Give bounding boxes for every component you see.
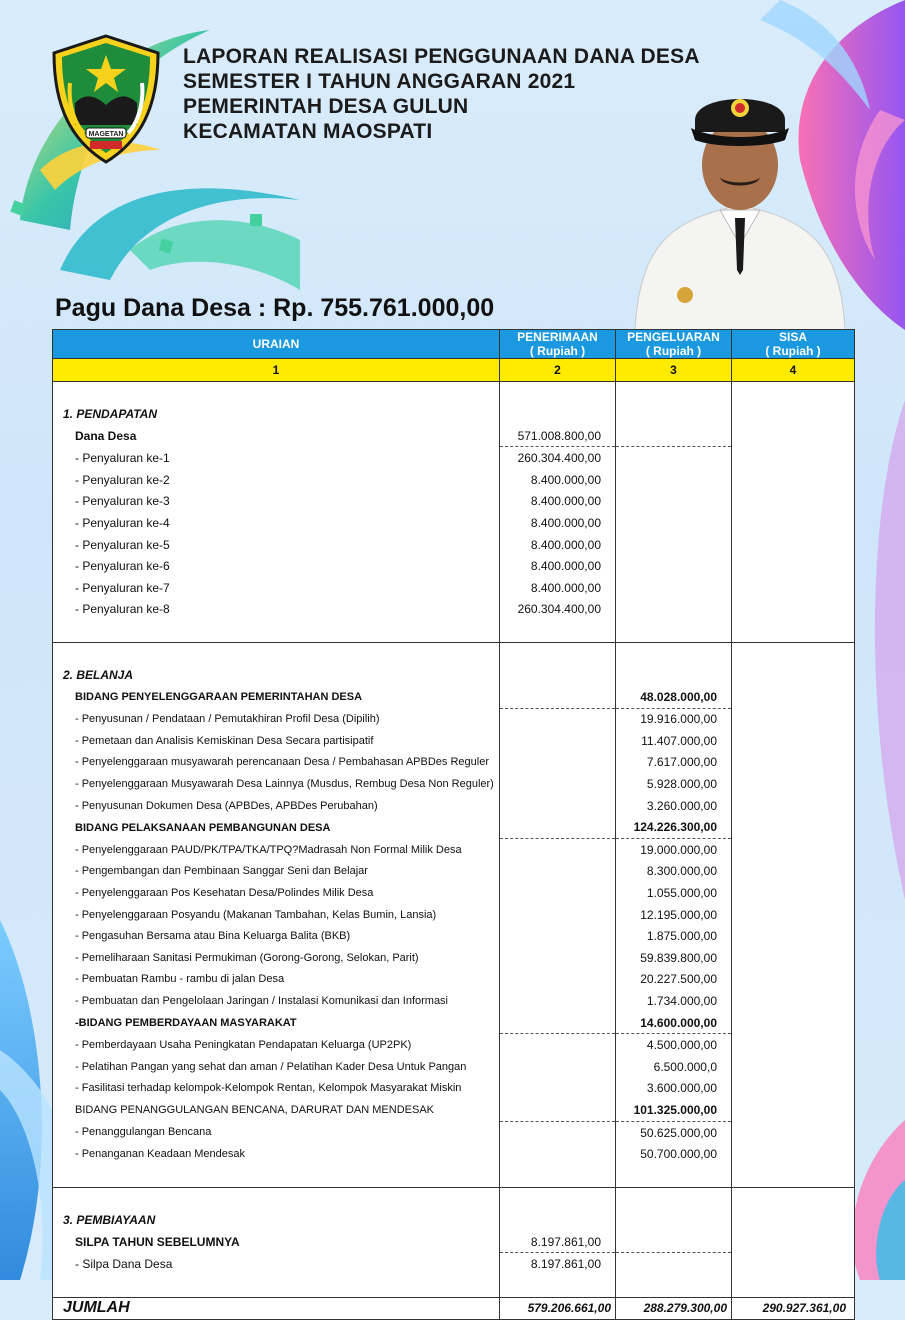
row-penerimaan (500, 1099, 616, 1121)
row-pengeluaran: 19.000.000,00 (616, 839, 732, 861)
table-header-row (53, 330, 855, 359)
section-spacer (53, 1187, 855, 1209)
logo-text: MAGETAN (88, 131, 124, 138)
table-row (53, 1253, 855, 1275)
section-title: 2. BELANJA (53, 664, 500, 686)
table-row (53, 686, 855, 708)
row-pengeluaran: 11.407.000,00 (616, 730, 732, 752)
empty-cell (500, 664, 616, 686)
header-line-2: SEMESTER I TAHUN ANGGARAN 2021 (183, 70, 576, 93)
table-row (53, 1012, 855, 1034)
column-number-row (53, 359, 855, 382)
spacer-cell (732, 381, 855, 403)
empty-cell (616, 664, 732, 686)
empty-cell (732, 1209, 855, 1231)
row-penerimaan (500, 1012, 616, 1034)
row-pengeluaran (616, 491, 732, 513)
row-label: - Penyaluran ke-8 (53, 599, 500, 621)
spacer-cell (500, 381, 616, 403)
row-sisa (732, 947, 855, 969)
row-sisa (732, 861, 855, 883)
row-sisa (732, 904, 855, 926)
row-label: - Pengembangan dan Pembinaan Sanggar Seni dan Belajar (53, 861, 500, 883)
report-header (183, 44, 700, 144)
row-sisa (732, 534, 855, 556)
row-label: - Penyaluran ke-3 (53, 491, 500, 513)
empty-cell (616, 403, 732, 425)
row-sisa (732, 512, 855, 534)
row-pengeluaran: 1.734.000,00 (616, 990, 732, 1012)
row-label: - Penyaluran ke-7 (53, 577, 500, 599)
table-row (53, 708, 855, 730)
empty-cell (500, 403, 616, 425)
table-row (53, 1078, 855, 1100)
table-row (53, 599, 855, 621)
row-pengeluaran (616, 555, 732, 577)
spacer-cell (500, 642, 616, 664)
row-pengeluaran: 4.500.000,00 (616, 1034, 732, 1056)
row-label: - Penyelenggaraan musyawarah perencanaan Desa / Pembahasan APBDes Reguler (53, 752, 500, 774)
magetan-crest-logo (50, 33, 162, 165)
table-row (53, 577, 855, 599)
row-pengeluaran (616, 425, 732, 447)
row-penerimaan (500, 969, 616, 991)
row-label: - Penyaluran ke-6 (53, 555, 500, 577)
row-label: - Penanganan Keadaan Mendesak (53, 1143, 500, 1165)
row-penerimaan (500, 730, 616, 752)
row-pengeluaran: 1.875.000,00 (616, 925, 732, 947)
row-penerimaan: 8.400.000,00 (500, 534, 616, 556)
row-label: Dana Desa (53, 425, 500, 447)
row-penerimaan (500, 752, 616, 774)
row-label: - Penyaluran ke-2 (53, 469, 500, 491)
row-pengeluaran (616, 469, 732, 491)
row-pengeluaran: 14.600.000,00 (616, 1012, 732, 1034)
table-row (53, 425, 855, 447)
row-sisa (732, 1231, 855, 1253)
row-pengeluaran: 3.600.000,00 (616, 1078, 732, 1100)
total-sisa: 290.927.361,00 (732, 1297, 855, 1320)
row-sisa (732, 1253, 855, 1275)
table-row (53, 947, 855, 969)
spacer-cell (53, 1275, 500, 1297)
row-sisa (732, 1034, 855, 1056)
table-row (53, 1099, 855, 1121)
row-pengeluaran (616, 577, 732, 599)
row-label: BIDANG PELAKSANAAN PEMBANGUNAN DESA (53, 816, 500, 838)
row-label: BIDANG PENYELENGGARAAN PEMERINTAHAN DESA (53, 686, 500, 708)
row-label: - Pembuatan dan Pengelolaan Jaringan / Instalasi Komunikasi dan Informasi (53, 990, 500, 1012)
table-row (53, 773, 855, 795)
table-row (53, 447, 855, 469)
row-sisa (732, 447, 855, 469)
row-label: - Penyaluran ke-1 (53, 447, 500, 469)
col-header-pengeluaran: PENGELUARAN ( Rupiah ) (616, 330, 732, 359)
row-label: - Pemberdayaan Usaha Peningkatan Pendapatan Keluarga (UP2PK) (53, 1034, 500, 1056)
empty-cell (616, 1209, 732, 1231)
spacer-cell (732, 1275, 855, 1297)
pagu-dana-desa: Pagu Dana Desa : Rp. 755.761.000,00 (55, 294, 495, 322)
header-line-3: PEMERINTAH DESA GULUN (183, 95, 469, 118)
row-sisa (732, 599, 855, 621)
row-label: - Penyaluran ke-4 (53, 512, 500, 534)
spacer-cell (616, 1275, 732, 1297)
row-pengeluaran: 19.916.000,00 (616, 708, 732, 730)
spacer-cell (732, 642, 855, 664)
section-title: 3. PEMBIAYAAN (53, 1209, 500, 1231)
row-label: - Pemeliharaan Sanitasi Permukiman (Gorong-Gorong, Selokan, Parit) (53, 947, 500, 969)
row-pengeluaran: 5.928.000,00 (616, 773, 732, 795)
row-penerimaan (500, 839, 616, 861)
row-penerimaan (500, 882, 616, 904)
col-header-penerimaan: PENERIMAAN ( Rupiah ) (500, 330, 616, 359)
row-sisa (732, 1012, 855, 1034)
spacer-cell (500, 1187, 616, 1209)
row-pengeluaran (616, 512, 732, 534)
row-sisa (732, 708, 855, 730)
row-penerimaan (500, 816, 616, 838)
section-pembiayaan (53, 1187, 855, 1297)
section-end-spacer (53, 1275, 855, 1297)
row-penerimaan: 571.008.800,00 (500, 425, 616, 447)
table-row (53, 491, 855, 513)
section-end-spacer (53, 1165, 855, 1187)
section-title-row (53, 664, 855, 686)
section-title-row (53, 1209, 855, 1231)
row-label: - Penyusunan Dokumen Desa (APBDes, APBDes Perubahan) (53, 795, 500, 817)
row-label: - Penyelenggaraan Pos Kesehatan Desa/Polindes Milik Desa (53, 882, 500, 904)
row-sisa (732, 795, 855, 817)
row-pengeluaran: 50.700.000,00 (616, 1143, 732, 1165)
row-pengeluaran: 48.028.000,00 (616, 686, 732, 708)
row-sisa (732, 773, 855, 795)
row-sisa (732, 882, 855, 904)
table-row (53, 839, 855, 861)
table-row (53, 555, 855, 577)
col-number-3: 3 (616, 359, 732, 382)
row-pengeluaran (616, 534, 732, 556)
row-sisa (732, 1143, 855, 1165)
row-label: - Penyelenggaraan Posyandu (Makanan Tambahan, Kelas Bumin, Lansia) (53, 904, 500, 926)
row-penerimaan (500, 904, 616, 926)
table-row (53, 1143, 855, 1165)
table-row (53, 990, 855, 1012)
row-pengeluaran: 7.617.000,00 (616, 752, 732, 774)
row-label: - Penanggulangan Bencana (53, 1121, 500, 1143)
spacer-cell (732, 1187, 855, 1209)
spacer-cell (732, 620, 855, 642)
row-sisa (732, 1078, 855, 1100)
row-label: - Fasilitasi terhadap kelompok-Kelompok Rentan, Kelompok Masyarakat Miskin (53, 1078, 500, 1100)
header-line-1: LAPORAN REALISASI PENGGUNAAN DANA DESA (183, 45, 700, 68)
table-row (53, 512, 855, 534)
row-pengeluaran: 124.226.300,00 (616, 816, 732, 838)
row-pengeluaran: 50.625.000,00 (616, 1121, 732, 1143)
row-label: -BIDANG PEMBERDAYAAN MASYARAKAT (53, 1012, 500, 1034)
row-sisa (732, 752, 855, 774)
row-pengeluaran: 20.227.500,00 (616, 969, 732, 991)
spacer-cell (616, 1165, 732, 1187)
row-penerimaan (500, 990, 616, 1012)
row-penerimaan (500, 1078, 616, 1100)
table-row (53, 882, 855, 904)
col-header-uraian: URAIAN (53, 330, 500, 359)
section-spacer (53, 381, 855, 403)
row-penerimaan (500, 947, 616, 969)
row-label: - Pemetaan dan Analisis Kemiskinan Desa Secara partisipatif (53, 730, 500, 752)
col-number-4: 4 (732, 359, 855, 382)
row-sisa (732, 730, 855, 752)
spacer-cell (53, 381, 500, 403)
row-sisa (732, 925, 855, 947)
row-sisa (732, 839, 855, 861)
row-sisa (732, 469, 855, 491)
table-row (53, 1231, 855, 1253)
table-row (53, 752, 855, 774)
row-pengeluaran: 8.300.000,00 (616, 861, 732, 883)
row-sisa (732, 1099, 855, 1121)
row-label: SILPA TAHUN SEBELUMNYA (53, 1231, 500, 1253)
row-pengeluaran: 59.839.800,00 (616, 947, 732, 969)
spacer-cell (500, 1165, 616, 1187)
row-penerimaan (500, 1143, 616, 1165)
row-penerimaan (500, 925, 616, 947)
row-penerimaan: 8.400.000,00 (500, 469, 616, 491)
spacer-cell (732, 1165, 855, 1187)
table-row (53, 969, 855, 991)
row-pengeluaran (616, 599, 732, 621)
row-penerimaan: 8.400.000,00 (500, 577, 616, 599)
spacer-cell (500, 620, 616, 642)
row-penerimaan (500, 686, 616, 708)
spacer-cell (53, 1187, 500, 1209)
spacer-cell (500, 1275, 616, 1297)
row-pengeluaran: 12.195.000,00 (616, 904, 732, 926)
row-penerimaan: 260.304.400,00 (500, 447, 616, 469)
row-pengeluaran: 3.260.000,00 (616, 795, 732, 817)
row-penerimaan (500, 708, 616, 730)
row-label: - Penyusunan / Pendataan / Pemutakhiran Profil Desa (Dipilih) (53, 708, 500, 730)
row-label: - Pelatihan Pangan yang sehat dan aman / Pelatihan Kader Desa Untuk Pangan (53, 1056, 500, 1078)
section-title-row (53, 403, 855, 425)
table-row (53, 925, 855, 947)
row-pengeluaran: 6.500.000,0 (616, 1056, 732, 1078)
section-title: 1. PENDAPATAN (53, 403, 500, 425)
spacer-cell (616, 381, 732, 403)
table-row (53, 469, 855, 491)
table-row (53, 534, 855, 556)
section-end-spacer (53, 620, 855, 642)
row-penerimaan (500, 773, 616, 795)
row-pengeluaran: 101.325.000,00 (616, 1099, 732, 1121)
row-penerimaan (500, 1034, 616, 1056)
table-row (53, 1121, 855, 1143)
village-head-portrait (625, 70, 855, 330)
row-penerimaan (500, 861, 616, 883)
row-label: - Penyelenggaraan Musyawarah Desa Lainnya (Musdus, Rembug Desa Non Reguler) (53, 773, 500, 795)
row-sisa (732, 686, 855, 708)
row-sisa (732, 425, 855, 447)
spacer-cell (53, 620, 500, 642)
row-label: - Pengasuhan Bersama atau Bina Keluarga Balita (BKB) (53, 925, 500, 947)
row-penerimaan: 8.400.000,00 (500, 555, 616, 577)
spacer-cell (616, 642, 732, 664)
spacer-cell (616, 1187, 732, 1209)
row-penerimaan: 260.304.400,00 (500, 599, 616, 621)
table-row (53, 1056, 855, 1078)
row-penerimaan: 8.400.000,00 (500, 491, 616, 513)
row-pengeluaran (616, 1231, 732, 1253)
total-pengeluaran: 288.279.300,00 (616, 1297, 732, 1320)
table-row (53, 816, 855, 838)
col-header-sisa: SISA ( Rupiah ) (732, 330, 855, 359)
table-row (53, 1034, 855, 1056)
row-label: - Pembuatan Rambu - rambu di jalan Desa (53, 969, 500, 991)
row-penerimaan: 8.400.000,00 (500, 512, 616, 534)
total-label: JUMLAH (53, 1297, 500, 1320)
row-label: - Penyelenggaraan PAUD/PK/TPA/TKA/TPQ?Madrasah Non Formal Milik Desa (53, 839, 500, 861)
row-pengeluaran: 1.055.000,00 (616, 882, 732, 904)
row-sisa (732, 816, 855, 838)
spacer-cell (53, 642, 500, 664)
empty-cell (732, 664, 855, 686)
realization-table (52, 329, 855, 1320)
row-sisa (732, 969, 855, 991)
row-label: BIDANG PENANGGULANGAN BENCANA, DARURAT DAN MENDESAK (53, 1099, 500, 1121)
row-label: - Penyaluran ke-5 (53, 534, 500, 556)
total-penerimaan: 579.206.661,00 (500, 1297, 616, 1320)
col-number-2: 2 (500, 359, 616, 382)
row-sisa (732, 491, 855, 513)
spacer-cell (616, 620, 732, 642)
table-row (53, 730, 855, 752)
empty-cell (732, 403, 855, 425)
row-label: - Silpa Dana Desa (53, 1253, 500, 1275)
header-line-4: KECAMATAN MAOSPATI (183, 120, 433, 143)
row-pengeluaran (616, 1253, 732, 1275)
row-pengeluaran (616, 447, 732, 469)
row-penerimaan: 8.197.861,00 (500, 1253, 616, 1275)
row-sisa (732, 577, 855, 599)
row-sisa (732, 990, 855, 1012)
row-penerimaan: 8.197.861,00 (500, 1231, 616, 1253)
table-row (53, 795, 855, 817)
empty-cell (500, 1209, 616, 1231)
section-belanja (53, 642, 855, 1187)
row-penerimaan (500, 1056, 616, 1078)
spacer-cell (53, 1165, 500, 1187)
table-row (53, 904, 855, 926)
row-sisa (732, 1056, 855, 1078)
section-spacer (53, 642, 855, 664)
section-pendapatan (53, 381, 855, 642)
col-number-1: 1 (53, 359, 500, 382)
table-row (53, 861, 855, 883)
row-sisa (732, 1121, 855, 1143)
row-penerimaan (500, 795, 616, 817)
total-row (53, 1297, 855, 1320)
row-sisa (732, 555, 855, 577)
row-penerimaan (500, 1121, 616, 1143)
